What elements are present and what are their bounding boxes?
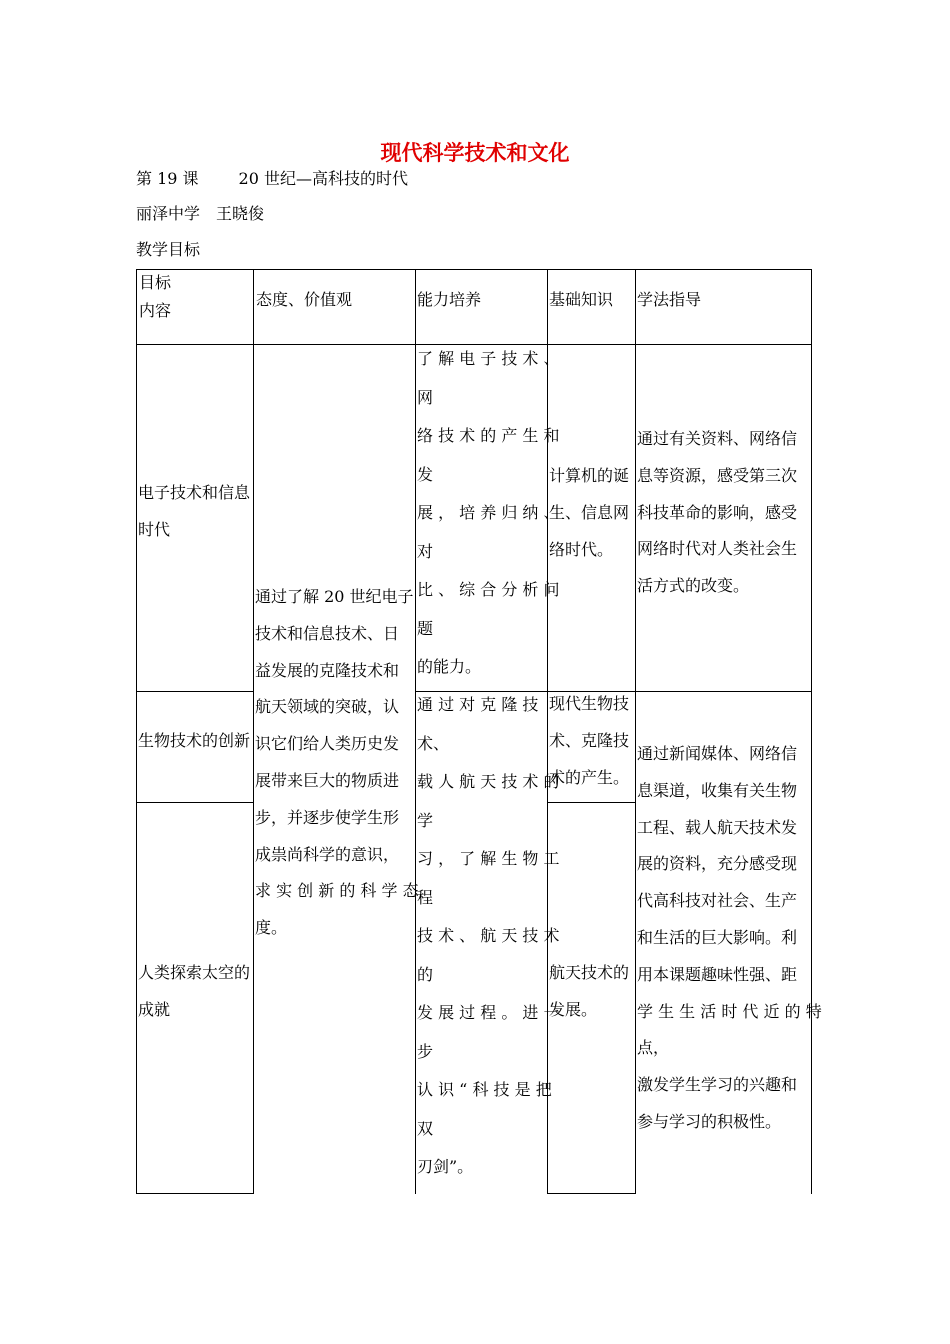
row-electronics-content: 电子技术和信息 时代 [138, 483, 251, 539]
method-electronics-text: 通过有关资料、网络信 息等资源，感受第三次 科技革命的影响，感受 网络时代对人类社会生 活方式的改变。 [637, 429, 798, 596]
lesson-number: 第 19 课 [136, 169, 199, 188]
header-knowledge: 基础知识 [549, 290, 614, 309]
knowledge-biotech-text: 现代生物技 术、克隆技 术的产生。 [549, 694, 630, 787]
lesson-name: 20 世纪—高科技的时代 [238, 169, 408, 188]
row-biotech-content: 生物技术的创新 [138, 731, 251, 750]
header-attitude: 态度、价值观 [256, 290, 353, 309]
knowledge-space-text: 航天技术的 发展。 [549, 963, 630, 1019]
header-method: 学法指导 [637, 290, 702, 309]
knowledge-electronics-text: 计算机的诞 生、信息网 络时代。 [549, 466, 630, 559]
header-target-content: 目标 内容 [139, 273, 172, 320]
header-ability: 能力培养 [417, 290, 482, 309]
row-space-content: 人类探索太空的 成就 [138, 963, 251, 1019]
ability-electronics-text: 了 解 电 子 技 术 、 网 络 技 术 的 产 生 和 发 展 ， 培 养 归 纳 、 对 比 、 综 合 分 析 问 题 的能力。 [417, 349, 560, 676]
ability-biotech-space-text: 通 过 对 克 隆 技 术、 载 人 航 天 技 术 的 学 习 ， 了 解 生 物 工 程 技 术 、 航 天 技 术 的 发 展 过 程 。 进 一 步 认 识 “ 科 技 是 把 双 刃剑”。 [417, 695, 560, 1176]
document-title: 现代科学技术和文化 [380, 140, 570, 165]
lesson-line [136, 166, 408, 189]
attitude-text: 通过了解 20 世纪电子 技术和信息技术、日 益发展的克隆技术和 航天领域的突破，认 识它们给人类历史发 展带来巨大的物质进 步，并逐步使学生形 成祟尚科学的意识， 求 实 创 新 的 科 学 态 度。 [255, 587, 419, 938]
author-line: 丽泽中学 王晓俊 [136, 204, 265, 223]
method-biotech-space-text: 通过新闻媒体、网络信 息渠道，收集有关生物 工程、载人航天技术发 展的资料，充分感受现 代高科技对社会、生产 和生活的巨大影响。利 用本课题趣味性强、距 学 生 生 活 时 代 近 的 特 点， 激发学生学习的兴趣和 参与学习的积极性。 [637, 744, 822, 1131]
section-heading: 教学目标 [136, 240, 201, 259]
